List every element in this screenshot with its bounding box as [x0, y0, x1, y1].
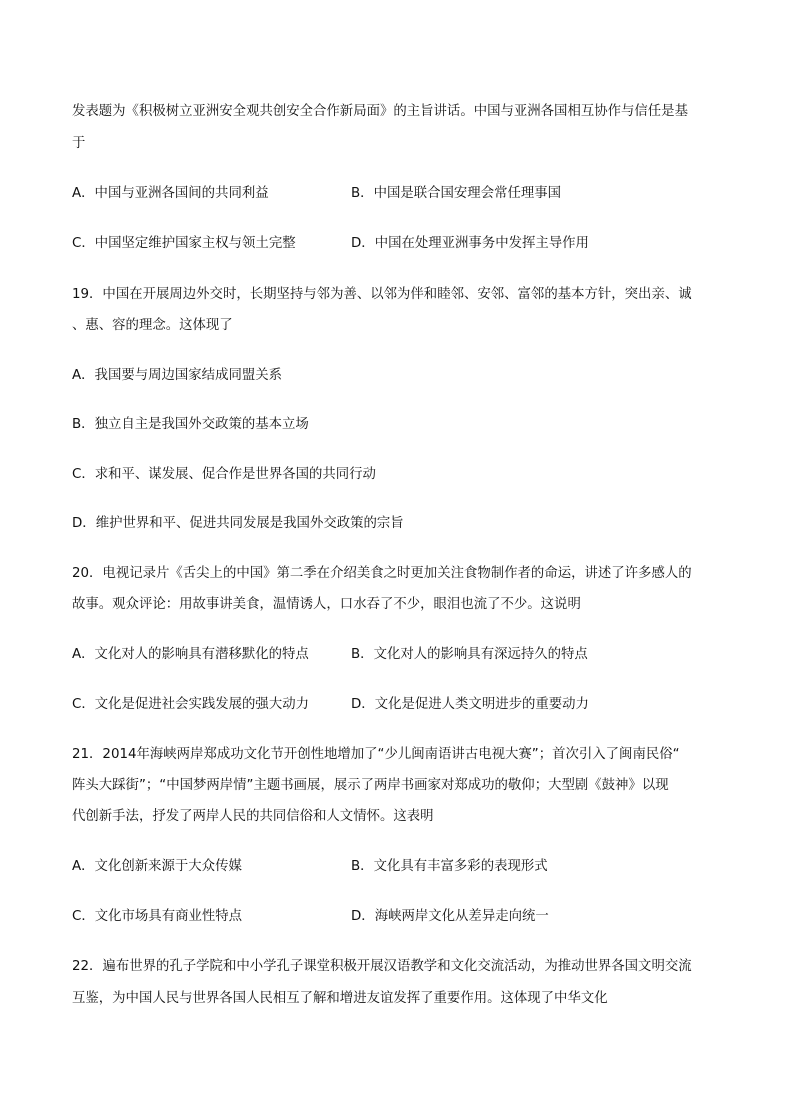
q19-option-a: A．我国要与周边国家结成同盟关系 [72, 368, 283, 383]
q20-option-d: D．文化是促进人类文明进步的重要动力 [351, 697, 589, 712]
q18-option-c: C．中国坚定维护国家主权与领土完整 [72, 236, 296, 251]
q19-option-d: D．维护世界和平、促进共同发展是我国外交政策的宗旨 [72, 516, 404, 531]
q20-option-c: C．文化是促进社会实践发展的强大动力 [72, 697, 309, 712]
q21-stem-line-3: 代创新手法，抒发了两岸人民的共同信俗和人文情怀。这表明 [72, 809, 434, 824]
q20-stem-line-1: 20．电视记录片《舌尖上的中国》第二季在介绍美食之时更加关注食物制作者的命运，讲述了许多感人的 [72, 566, 692, 581]
q22-stem-line-1: 22．遍布世界的孔子学院和中小学孔子课堂积极开展汉语教学和文化交流活动，为推动世界各国文明交流 [72, 959, 692, 974]
q18-option-a: A．中国与亚洲各国间的共同利益 [72, 186, 269, 201]
q19-option-c: C．求和平、谋发展、促合作是世界各国的共同行动 [72, 467, 376, 482]
q21-option-d: D．海峡两岸文化从差异走向统一 [351, 909, 549, 924]
q18-stem-line-1: 发表题为《积极树立亚洲安全观共创安全合作新局面》的主旨讲话。中国与亚洲各国相互协作与信任是基 [72, 104, 688, 119]
q18-stem-line-2: 于 [72, 136, 86, 151]
q21-stem-line-1: 21．2014年海峡两岸郑成功文化节开创性地增加了“少儿闽南语讲古电视大赛”；首次引入了闽南民俗“ [72, 747, 680, 762]
q19-stem-line-2: 、惠、容的理念。这体现了 [72, 318, 233, 333]
q19-option-b: B．独立自主是我国外交政策的基本立场 [72, 417, 309, 432]
q20-stem-line-2: 故事。观众评论：用故事讲美食，温情诱人，口水吞了不少，眼泪也流了不少。这说明 [72, 597, 581, 612]
q20-option-a: A．文化对人的影响具有潜移默化的特点 [72, 647, 309, 662]
q21-option-b: B．文化具有丰富多彩的表现形式 [351, 859, 548, 874]
q19-stem-line-1: 19．中国在开展周边外交时，长期坚持与邻为善、以邻为伴和睦邻、安邻、富邻的基本方针，突出亲、诚 [72, 287, 692, 302]
q18-option-d: D．中国在处理亚洲事务中发挥主导作用 [351, 236, 589, 251]
q21-option-a: A．文化创新来源于大众传媒 [72, 859, 242, 874]
q22-stem-line-2: 互鉴，为中国人民与世界各国人民相互了解和增进友谊发挥了重要作用。这体现了中华文化 [72, 991, 608, 1006]
q21-stem-line-2: 阵头大踩街”；“中国梦两岸情”主题书画展，展示了两岸书画家对郑成功的敬仰；大型剧《鼓神》以现 [72, 778, 669, 793]
q18-option-b: B．中国是联合国安理会常任理事国 [351, 186, 562, 201]
q20-option-b: B．文化对人的影响具有深远持久的特点 [351, 647, 588, 662]
q21-option-c: C．文化市场具有商业性特点 [72, 909, 243, 924]
